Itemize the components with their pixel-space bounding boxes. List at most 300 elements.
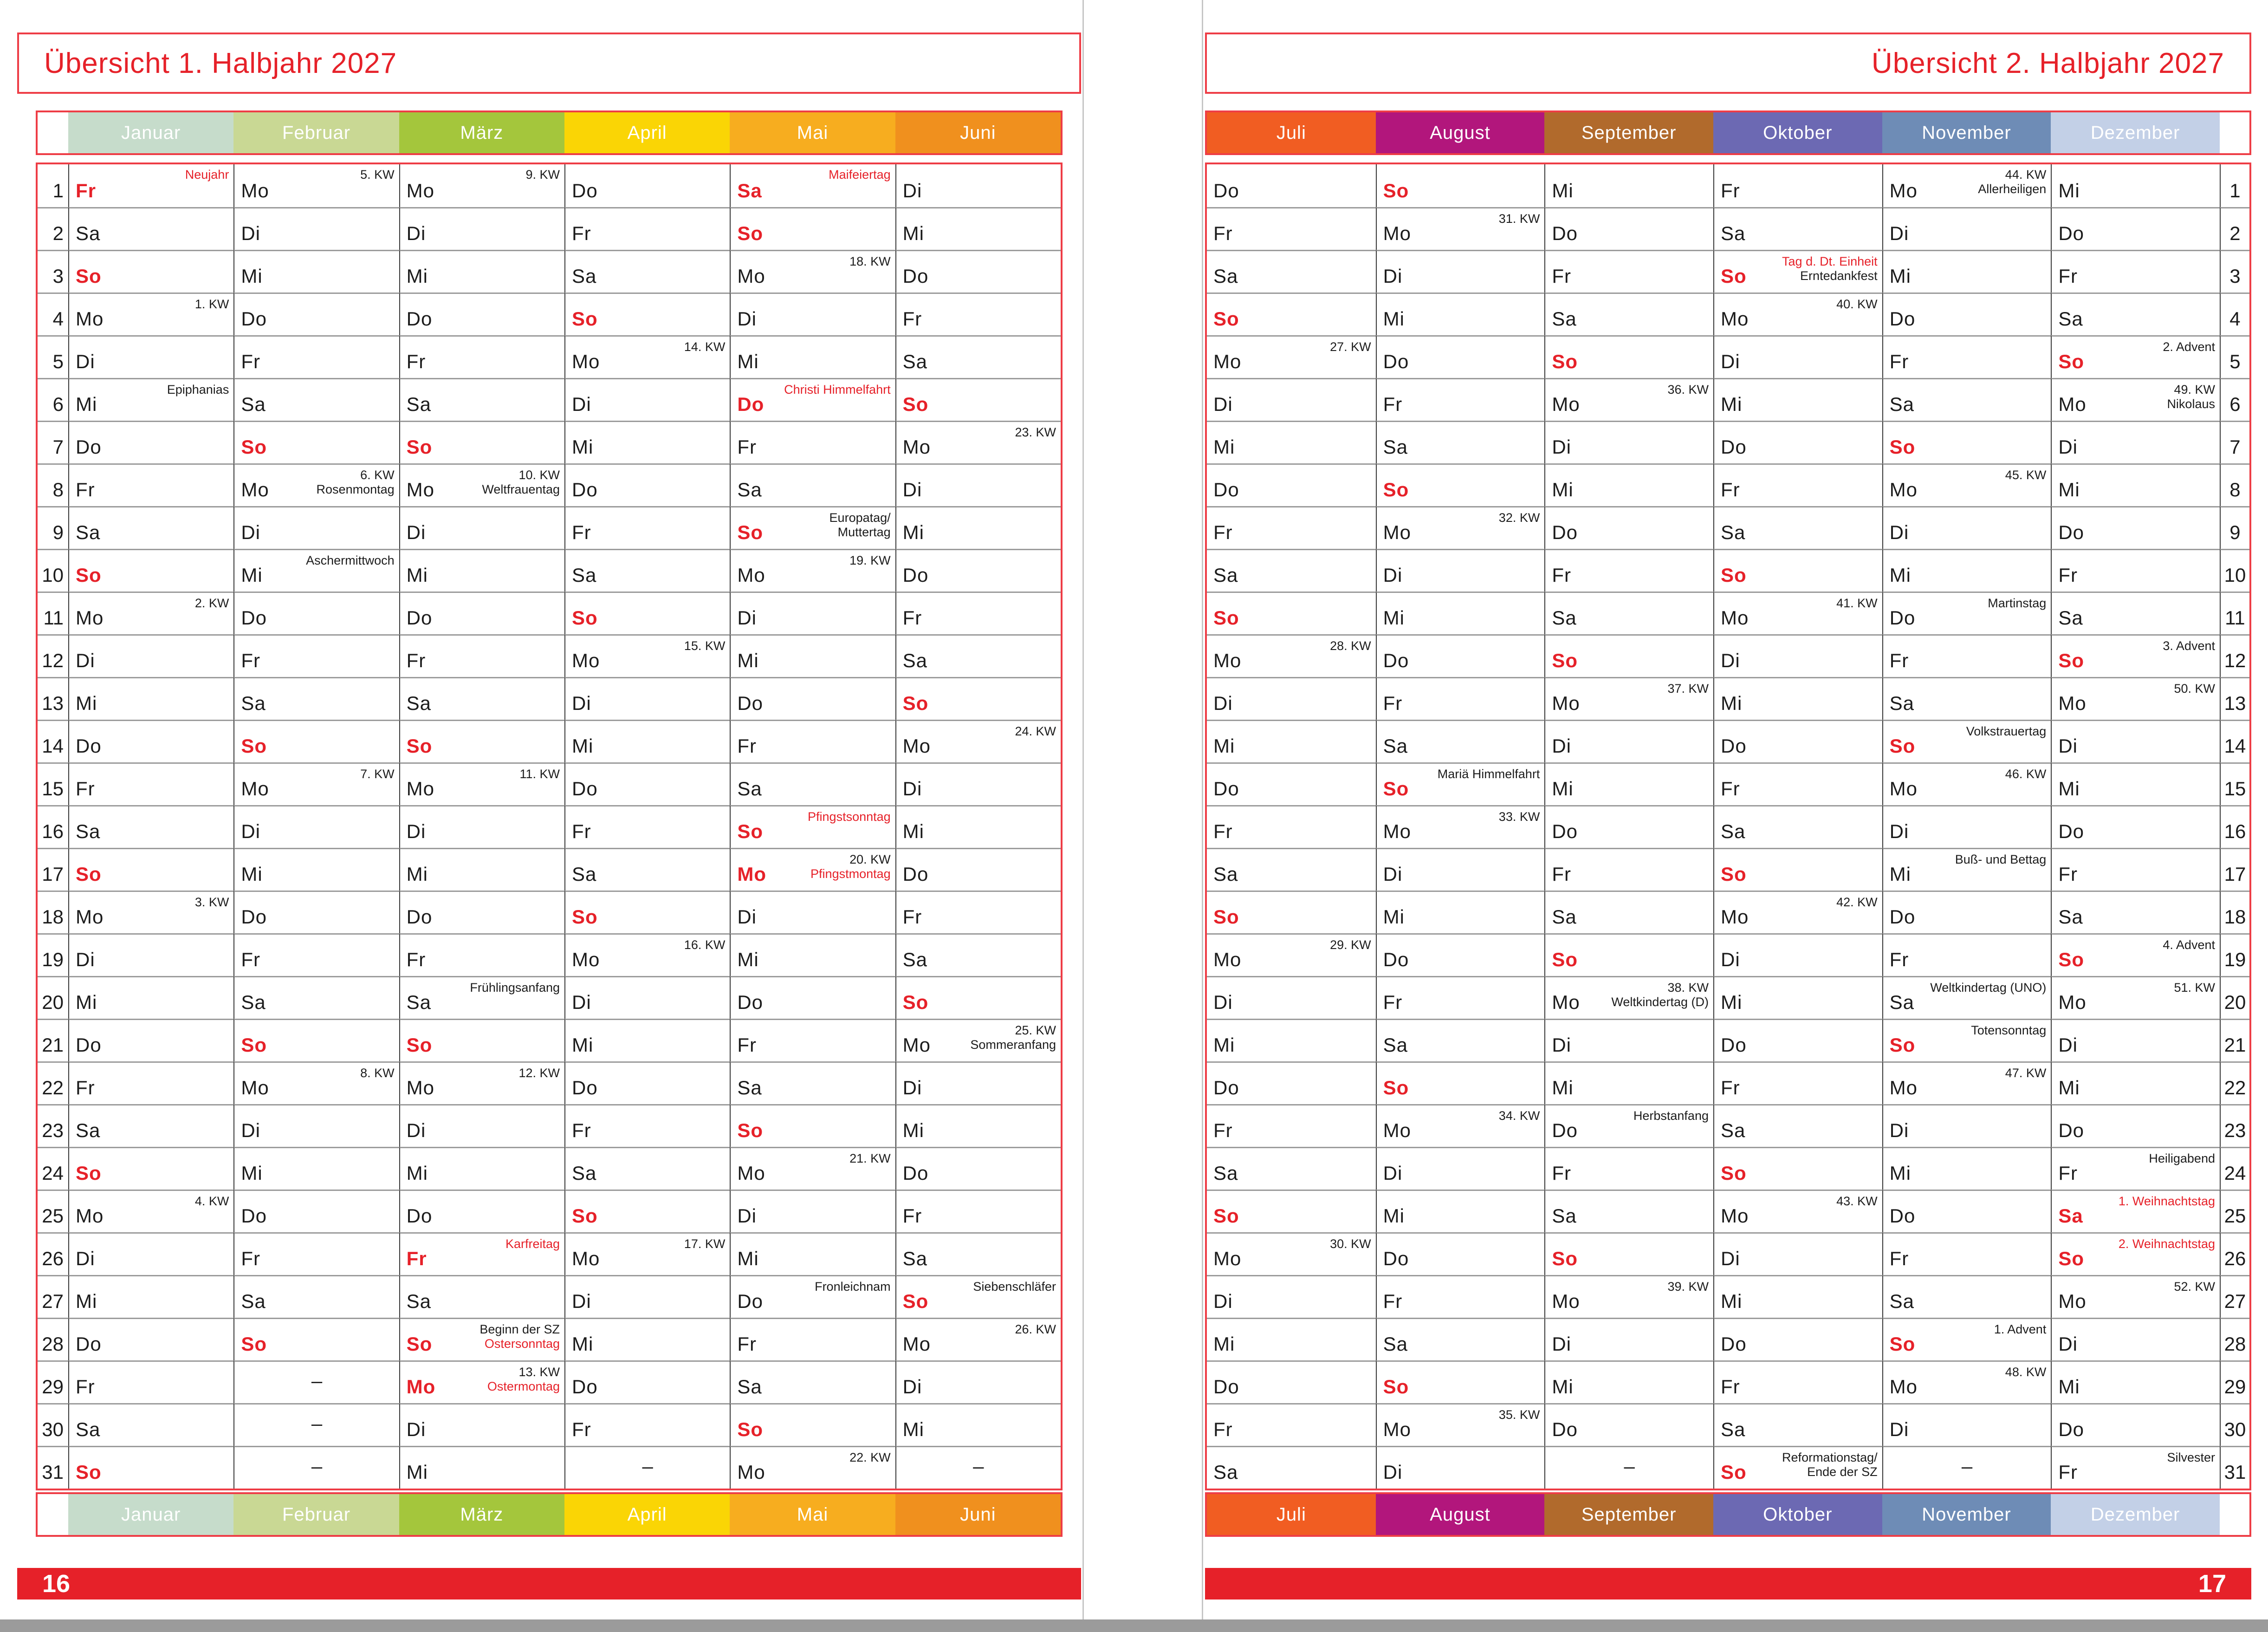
weekday-label: Do — [2058, 820, 2085, 842]
day-cell — [1207, 891, 1376, 933]
calendar-week-label: 51. KW — [2174, 981, 2215, 995]
day-cell — [1544, 378, 1713, 421]
day-number: 7 — [38, 421, 68, 463]
weekday-label: Do — [1720, 735, 1747, 757]
day-cell — [1376, 720, 1545, 762]
weekday-label: Di — [1720, 650, 1740, 671]
day-cell — [564, 720, 730, 762]
day-notes — [505, 1237, 560, 1251]
day-number: 22 — [38, 1061, 68, 1104]
weekday-label: Di — [1720, 949, 1740, 970]
day-cell — [730, 506, 895, 549]
day-cell — [233, 207, 399, 250]
weekday-label: Sa — [241, 991, 266, 1013]
day-notes — [849, 1151, 891, 1166]
calendar-week-label: 20. KW — [849, 852, 891, 866]
day-notes — [1499, 1408, 1540, 1422]
calendar-week-label: 39. KW — [1667, 1280, 1709, 1294]
day-cell — [1207, 933, 1376, 976]
day-number: 28 — [38, 1318, 68, 1360]
weekday-label: Di — [1720, 351, 1740, 372]
weekday-label: Do — [76, 1333, 102, 1355]
holiday-label: Pfingstmontag — [810, 867, 891, 881]
calendar-week-label: 9. KW — [525, 168, 560, 182]
weekday-label: So — [572, 308, 598, 330]
day-cell — [2051, 506, 2220, 549]
holiday-label: Neujahr — [185, 168, 229, 182]
day-number: 4 — [2220, 293, 2249, 335]
calendar-week-label: 11. KW — [519, 767, 560, 781]
day-cell — [2051, 805, 2220, 848]
weekday-label: Di — [902, 1077, 922, 1099]
day-cell — [895, 549, 1061, 592]
day-cell — [895, 634, 1061, 677]
day-cell — [1713, 1019, 1882, 1061]
calendar-week-label: 26. KW — [1015, 1322, 1056, 1336]
day-number: 12 — [2220, 634, 2249, 677]
day-cell — [233, 1360, 399, 1403]
day-cell — [1207, 463, 1376, 506]
day-notes — [480, 1322, 560, 1351]
weekday-label: Di — [902, 778, 922, 800]
weekday-label: Mo — [902, 1333, 931, 1355]
day-number: 19 — [2220, 933, 2249, 976]
weekday-label: Sa — [1552, 906, 1577, 928]
weekday-label: So — [902, 692, 929, 714]
calendar-week-label: 31. KW — [1498, 212, 1540, 226]
day-cell — [564, 805, 730, 848]
day-cell — [1713, 891, 1882, 933]
day-number: 30 — [38, 1403, 68, 1446]
day-cell — [730, 335, 895, 378]
weekday-label: Fr — [1720, 180, 1740, 202]
weekday-label: Fr — [902, 1205, 922, 1227]
day-cell — [1207, 976, 1376, 1019]
weekday-label: Do — [1213, 1376, 1239, 1398]
weekday-label: Do — [1720, 1333, 1747, 1355]
page-number-bar — [1205, 1568, 2251, 1599]
day-notes — [2119, 1194, 2215, 1209]
day-cell — [2051, 378, 2220, 421]
weekday-label: So — [2058, 1248, 2084, 1269]
day-cell — [895, 335, 1061, 378]
day-number: 17 — [2220, 848, 2249, 891]
calendar-week-label: 28. KW — [1330, 639, 1371, 653]
weekday-label: Mo — [1383, 1418, 1412, 1440]
page-number-bar — [17, 1568, 1081, 1599]
day-cell — [1882, 677, 2051, 720]
weekday-label: So — [76, 1461, 102, 1483]
day-cell — [68, 933, 233, 976]
holiday-label: Silvester — [2167, 1450, 2215, 1464]
weekday-label: So — [406, 436, 433, 458]
day-cell — [1713, 1360, 1882, 1403]
holiday-label: Ostersonntag — [484, 1337, 560, 1351]
day-notes — [482, 468, 560, 497]
calendar-week-label: 37. KW — [1667, 682, 1709, 696]
weekday-label: Fr — [1720, 1077, 1740, 1099]
day-notes — [849, 553, 891, 568]
day-notes — [970, 1023, 1056, 1052]
weekday-label: Fr — [572, 820, 591, 842]
weekday-label: Fr — [572, 222, 591, 244]
day-cell — [1544, 1147, 1713, 1190]
weekday-label: Di — [1552, 1034, 1571, 1056]
day-cell — [399, 207, 564, 250]
day-cell — [2051, 762, 2220, 805]
day-cell — [564, 677, 730, 720]
day-cell — [399, 1403, 564, 1446]
weekday-label: Sa — [902, 351, 928, 372]
day-notes — [195, 596, 229, 611]
day-cell — [1882, 720, 2051, 762]
day-cell — [1544, 677, 1713, 720]
day-number: 29 — [38, 1360, 68, 1403]
day-cell — [895, 207, 1061, 250]
day-cell — [1376, 1318, 1545, 1360]
weekday-label: Sa — [737, 778, 762, 800]
holiday-label: 2. Advent — [2163, 340, 2215, 354]
day-cell — [1376, 634, 1545, 677]
weekday-label: Fr — [76, 1077, 95, 1099]
day-number: 25 — [2220, 1190, 2249, 1232]
day-cell — [1376, 891, 1545, 933]
month-header-bar — [36, 111, 1063, 155]
weekday-label: Do — [1889, 308, 1916, 330]
day-notes — [1015, 724, 1056, 739]
weekday-label: Sa — [1720, 521, 1746, 543]
weekday-label: Mo — [406, 1077, 435, 1099]
day-notes — [519, 767, 560, 781]
weekday-label: Sa — [406, 393, 432, 415]
weekday-label: Do — [2058, 222, 2085, 244]
day-notes — [1330, 938, 1371, 952]
weekday-label: Do — [1552, 820, 1578, 842]
weekday-label: Mo — [406, 778, 435, 800]
weekday-label: Sa — [572, 564, 597, 586]
day-cell — [233, 421, 399, 463]
weekday-label: So — [1889, 1034, 1916, 1056]
month-label-februar: Februar — [233, 1494, 399, 1535]
weekday-label: Fr — [241, 1248, 260, 1269]
day-cell — [233, 933, 399, 976]
day-cell — [2051, 549, 2220, 592]
weekday-label: Di — [76, 1248, 95, 1269]
day-notes — [684, 340, 726, 354]
day-cell — [2051, 891, 2220, 933]
weekday-label: Di — [2058, 1034, 2078, 1056]
day-cell — [1713, 634, 1882, 677]
day-cell — [68, 592, 233, 634]
day-notes — [849, 254, 891, 269]
day-cell — [1544, 1275, 1713, 1318]
weekday-label: Do — [2058, 521, 2085, 543]
weekday-label: Mo — [1889, 1376, 1918, 1398]
weekday-label: Mo — [1720, 308, 1749, 330]
weekday-label: Mo — [1552, 991, 1580, 1013]
day-cell — [68, 164, 233, 207]
month-label-august: August — [1376, 112, 1545, 153]
weekday-label: Fr — [2058, 1461, 2078, 1483]
day-cell — [399, 848, 564, 891]
day-number: 23 — [38, 1104, 68, 1147]
page-title: Übersicht 2. Halbjahr 2027 — [1871, 47, 2224, 79]
month-label-januar: Januar — [68, 1494, 233, 1535]
weekday-label: Di — [1552, 1333, 1571, 1355]
month-footer-bar — [36, 1492, 1063, 1537]
weekday-label: Do — [902, 1162, 929, 1184]
day-cell — [1207, 762, 1376, 805]
day-cell — [1207, 421, 1376, 463]
day-notes — [829, 168, 891, 182]
weekday-label: Mi — [406, 863, 428, 885]
weekday-label: Sa — [1889, 692, 1915, 714]
day-cell — [68, 848, 233, 891]
weekday-label: Sa — [2058, 308, 2083, 330]
day-cell — [1376, 506, 1545, 549]
day-cell — [1207, 1232, 1376, 1275]
day-cell — [895, 293, 1061, 335]
day-cell — [233, 506, 399, 549]
day-cell — [895, 1104, 1061, 1147]
day-cell — [1882, 207, 2051, 250]
day-number: 27 — [38, 1275, 68, 1318]
day-cell — [1713, 933, 1882, 976]
day-notes — [1330, 340, 1371, 354]
day-notes — [1499, 810, 1540, 824]
day-cell — [1376, 293, 1545, 335]
weekday-label: Mi — [406, 564, 428, 586]
calendar-week-label: 10. KW — [518, 468, 560, 482]
day-number: 15 — [2220, 762, 2249, 805]
weekday-label: Do — [1213, 1077, 1239, 1099]
weekday-label: Mi — [902, 521, 924, 543]
weekday-label: Di — [572, 1290, 591, 1312]
day-number: 18 — [2220, 891, 2249, 933]
weekday-label: Mi — [1552, 1376, 1574, 1398]
weekday-label: Fr — [1383, 1290, 1403, 1312]
weekday-label: Do — [241, 308, 267, 330]
weekday-label: Do — [572, 479, 598, 501]
weekday-label: Sa — [76, 1418, 101, 1440]
day-cell — [564, 293, 730, 335]
weekday-label: Do — [737, 692, 764, 714]
weekday-label: Di — [1383, 265, 1403, 287]
day-cell — [68, 293, 233, 335]
day-cell — [730, 207, 895, 250]
weekday-label: Do — [406, 906, 433, 928]
calendar-week-label: 30. KW — [1330, 1237, 1371, 1251]
weekday-label: Fr — [1383, 991, 1403, 1013]
day-notes — [2005, 1365, 2047, 1379]
day-number-column-spacer — [38, 112, 68, 153]
day-notes — [2149, 1151, 2215, 1166]
day-cell — [564, 1104, 730, 1147]
calendar-week-label: 8. KW — [360, 1066, 395, 1080]
weekday-label: So — [1552, 650, 1578, 671]
day-notes — [518, 1066, 560, 1080]
weekday-label: Di — [572, 991, 591, 1013]
weekday-label: Mi — [2058, 778, 2080, 800]
month-label-februar: Februar — [233, 112, 399, 153]
day-cell — [2051, 1104, 2220, 1147]
day-cell — [1376, 164, 1545, 207]
day-cell — [895, 1446, 1061, 1489]
page-number: 16 — [42, 1570, 71, 1598]
weekday-label: Sa — [1720, 820, 1746, 842]
day-cell — [895, 378, 1061, 421]
weekday-label: Mo — [406, 180, 435, 202]
day-cell — [233, 805, 399, 848]
day-cell — [399, 1104, 564, 1147]
day-cell — [1376, 549, 1545, 592]
weekday-label: Sa — [2058, 607, 2083, 629]
day-cell — [68, 207, 233, 250]
day-number: 2 — [38, 207, 68, 250]
weekday-label: So — [76, 265, 102, 287]
day-number: 6 — [2220, 378, 2249, 421]
day-cell — [1207, 1019, 1376, 1061]
day-number: 5 — [38, 335, 68, 378]
weekday-label: Mo — [572, 949, 600, 970]
weekday-label: Di — [1552, 735, 1571, 757]
weekday-label: Mi — [737, 949, 759, 970]
day-cell — [2051, 720, 2220, 762]
weekday-label: So — [1383, 479, 1409, 501]
weekday-label: So — [737, 1119, 763, 1141]
day-cell — [1544, 976, 1713, 1019]
day-cell — [564, 891, 730, 933]
weekday-label: Mo — [1383, 222, 1412, 244]
day-cell — [1544, 1403, 1713, 1446]
day-cell — [564, 1360, 730, 1403]
day-notes — [684, 1237, 726, 1251]
day-cell — [233, 1061, 399, 1104]
weekday-label: Mi — [406, 1461, 428, 1483]
empty-day-dash: – — [1624, 1455, 1635, 1477]
holiday-label: 4. Advent — [2163, 938, 2215, 952]
day-notes — [1971, 1023, 2046, 1038]
day-notes — [2163, 340, 2215, 354]
weekday-label: Sa — [1889, 1290, 1915, 1312]
day-cell — [564, 463, 730, 506]
day-cell — [564, 592, 730, 634]
month-label-juni: Juni — [895, 1494, 1061, 1535]
month-label-maerz: März — [399, 1494, 564, 1535]
day-cell — [68, 335, 233, 378]
day-number: 11 — [38, 592, 68, 634]
day-cell — [895, 1318, 1061, 1360]
weekday-label: Di — [1889, 1119, 1909, 1141]
day-cell — [1207, 677, 1376, 720]
page-number: 17 — [2198, 1570, 2226, 1598]
weekday-label: Mi — [2058, 1376, 2080, 1398]
holiday-label: Heiligabend — [2149, 1151, 2215, 1165]
day-cell — [1882, 933, 2051, 976]
day-notes — [1836, 895, 1878, 910]
day-notes — [849, 1450, 891, 1465]
weekday-label: Di — [902, 1376, 922, 1398]
weekday-label: Fr — [406, 650, 426, 671]
day-number: 10 — [2220, 549, 2249, 592]
weekday-label: Di — [1383, 564, 1403, 586]
weekday-label: Sa — [1552, 308, 1577, 330]
weekday-label: Mo — [1213, 650, 1242, 671]
day-cell — [1376, 976, 1545, 1019]
calendar-week-label: 48. KW — [2005, 1365, 2047, 1379]
weekday-label: Mi — [2058, 479, 2080, 501]
weekday-label: Sa — [2058, 1205, 2083, 1227]
day-cell — [1882, 592, 2051, 634]
weekday-label: Fr — [902, 607, 922, 629]
day-cell — [1207, 549, 1376, 592]
weekday-label: So — [1889, 1333, 1916, 1355]
weekday-label: Do — [572, 778, 598, 800]
weekday-label: Mi — [737, 351, 759, 372]
weekday-label: Mi — [1720, 991, 1743, 1013]
day-cell — [564, 378, 730, 421]
weekday-label: Do — [737, 393, 765, 415]
day-cell — [1544, 720, 1713, 762]
day-cell — [233, 677, 399, 720]
day-cell — [233, 463, 399, 506]
month-label-oktober: Oktober — [1713, 1494, 1882, 1535]
day-cell — [730, 549, 895, 592]
weekday-label: Di — [1213, 1290, 1233, 1312]
day-cell — [895, 1190, 1061, 1232]
weekday-label: Do — [241, 607, 267, 629]
weekday-label: Di — [241, 1119, 260, 1141]
day-cell — [1207, 1360, 1376, 1403]
holiday-label: Allerheiligen — [1978, 182, 2047, 196]
day-notes — [784, 383, 891, 397]
day-cell — [1713, 677, 1882, 720]
holiday-label: Nikolaus — [2167, 397, 2215, 411]
weekday-label: So — [241, 436, 267, 458]
weekday-label: Mi — [241, 564, 263, 586]
weekday-label: Fr — [1889, 650, 1909, 671]
day-notes — [2174, 682, 2215, 696]
weekday-label: Di — [406, 222, 426, 244]
calendar-week-label: 21. KW — [849, 1151, 891, 1165]
day-cell — [399, 378, 564, 421]
weekday-label: Mi — [76, 692, 97, 714]
day-cell — [1882, 1147, 2051, 1190]
day-notes — [1930, 981, 2046, 995]
calendar-week-label: 45. KW — [2005, 468, 2047, 482]
page-edge-shadow-right — [1202, 0, 1203, 1619]
weekday-label: Mo — [76, 1205, 104, 1227]
month-label-januar: Januar — [68, 112, 233, 153]
day-cell — [730, 762, 895, 805]
weekday-label: Do — [1720, 436, 1747, 458]
page-edge-shadow-left — [1082, 0, 1084, 1619]
day-cell — [1882, 1190, 2051, 1232]
day-cell — [1544, 592, 1713, 634]
day-cell — [1882, 250, 2051, 293]
month-label-november: November — [1882, 112, 2051, 153]
weekday-label: Fr — [1720, 778, 1740, 800]
day-cell — [1376, 1190, 1545, 1232]
weekday-label: Sa — [1383, 1333, 1408, 1355]
empty-day-dash: – — [642, 1455, 653, 1477]
day-cell — [68, 677, 233, 720]
weekday-label: Fr — [737, 735, 757, 757]
calendar-week-label: 44. KW — [2005, 168, 2047, 182]
calendar-week-label: 24. KW — [1015, 724, 1056, 738]
day-notes — [810, 852, 891, 881]
weekday-label: Mo — [1213, 1248, 1242, 1269]
